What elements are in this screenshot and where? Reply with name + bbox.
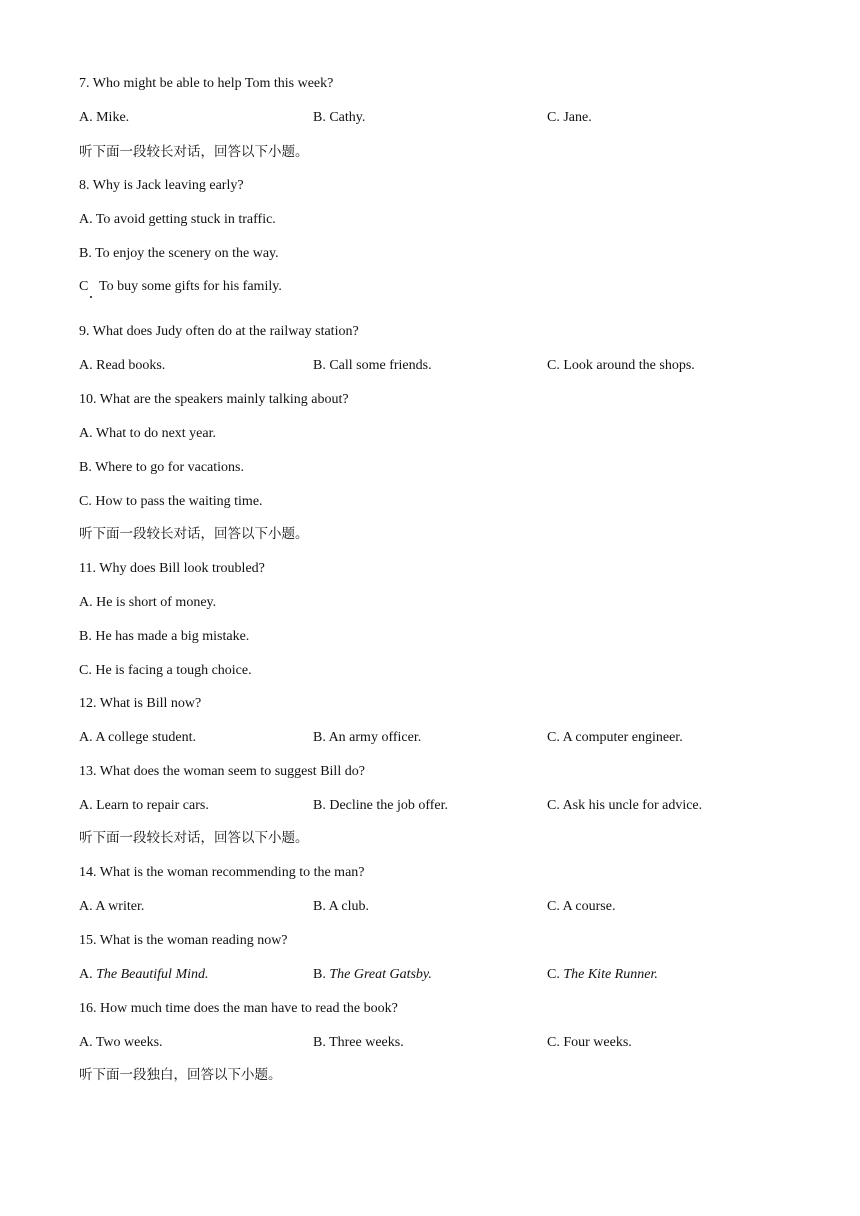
q7-option-c: C. Jane. <box>547 110 592 125</box>
q14-option-c: C. A course. <box>547 899 616 914</box>
q13-option-c: C. Ask his uncle for advice. <box>547 798 703 813</box>
q16-option-c: C. Four weeks. <box>547 1035 632 1050</box>
q11-option-a: A. He is short of money. <box>79 595 217 610</box>
question-14: 14. What is the woman recommending to the man? <box>79 865 365 880</box>
q8-option-c-letter: C <box>79 279 89 294</box>
q12-option-c: C. A computer engineer. <box>547 730 683 745</box>
book-title: The Great Gatsby. <box>329 967 432 982</box>
q10-option-a: A. What to do next year. <box>79 426 216 441</box>
q13-option-a: A. Learn to repair cars. <box>79 798 209 813</box>
q13-option-b: B. Decline the job offer. <box>313 798 449 813</box>
question-15: 15. What is the woman reading now? <box>79 933 288 948</box>
question-12: 12. What is Bill now? <box>79 696 202 711</box>
punctuation-dot <box>90 296 92 298</box>
book-title: The Kite Runner. <box>563 967 658 982</box>
q15-option-c <box>547 966 658 984</box>
q12-option-b: B. An army officer. <box>313 730 422 745</box>
q8-option-a: A. To avoid getting stuck in traffic. <box>79 212 276 227</box>
q11-option-c: C. He is facing a tough choice. <box>79 663 252 678</box>
question-11: 11. Why does Bill look troubled? <box>79 561 265 576</box>
q15-option-a <box>79 966 209 984</box>
q14-option-b: B. A club. <box>313 899 370 914</box>
q10-option-c: C. How to pass the waiting time. <box>79 494 263 509</box>
q11-option-b: B. He has made a big mistake. <box>79 629 250 644</box>
q9-option-b: B. Call some friends. <box>313 358 432 373</box>
question-13: 13. What does the woman seem to suggest Bill do? <box>79 764 365 779</box>
q12-option-a: A. A college student. <box>79 730 197 745</box>
q10-option-b: B. Where to go for vacations. <box>79 460 244 475</box>
question-10: 10. What are the speakers mainly talking about? <box>79 392 349 407</box>
q16-option-b: B. Three weeks. <box>313 1035 404 1050</box>
q15-option-b <box>313 966 432 984</box>
question-9: 9. What does Judy often do at the railway station? <box>79 324 359 339</box>
option-letter: B. <box>313 967 330 982</box>
q7-option-a: A. Mike. <box>79 110 130 125</box>
option-letter: C. <box>547 967 564 982</box>
book-title: The Beautiful Mind. <box>96 967 209 982</box>
section-instruction: 听下面一段独白，回答以下小题。 <box>79 1067 282 1083</box>
section-instruction: 听下面一段较长对话，回答以下小题。 <box>79 830 309 846</box>
option-letter: A. <box>79 967 97 982</box>
question-7: 7. Who might be able to help Tom this week? <box>79 76 334 91</box>
q9-option-c: C. Look around the shops. <box>547 358 695 373</box>
question-8: 8. Why is Jack leaving early? <box>79 178 244 193</box>
q14-option-a: A. A writer. <box>79 899 145 914</box>
q8-option-c-text: To buy some gifts for his family. <box>99 279 282 294</box>
question-16: 16. How much time does the man have to read the book? <box>79 1001 398 1016</box>
section-instruction: 听下面一段较长对话，回答以下小题。 <box>79 144 309 160</box>
section-instruction: 听下面一段较长对话，回答以下小题。 <box>79 526 309 542</box>
q7-option-b: B. Cathy. <box>313 110 366 125</box>
q9-option-a: A. Read books. <box>79 358 166 373</box>
q8-option-b: B. To enjoy the scenery on the way. <box>79 246 279 261</box>
q16-option-a: A. Two weeks. <box>79 1035 163 1050</box>
